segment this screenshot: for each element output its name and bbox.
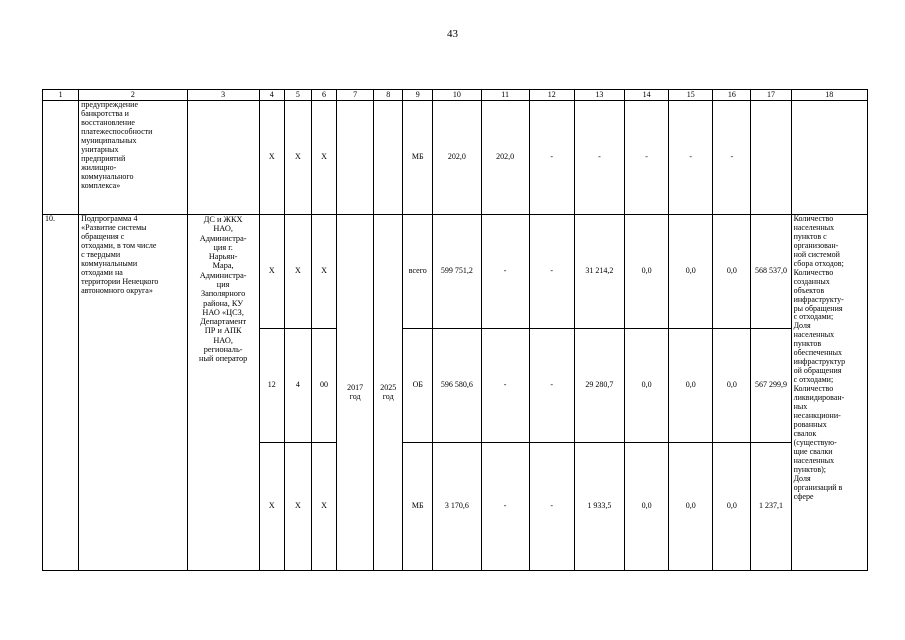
row-number-cell: 10.: [43, 215, 79, 571]
year-value-cell: -: [481, 443, 529, 571]
column-number-header-row: [43, 90, 868, 101]
year-value-cell: 1 933,5: [574, 443, 624, 571]
year-value-cell: -: [481, 215, 529, 329]
end-year-cell: [374, 101, 403, 215]
column-header: 12: [529, 90, 574, 101]
row-number-cell: [43, 101, 79, 215]
column-header: 2: [79, 90, 187, 101]
code-cell: 12: [259, 329, 284, 443]
column-header: 10: [433, 90, 481, 101]
column-header: 13: [574, 90, 624, 101]
year-value-cell: 0,0: [713, 215, 751, 329]
indicator-cell: [791, 101, 867, 215]
year-value-cell: -: [529, 215, 574, 329]
year-value-cell: 0,0: [669, 443, 713, 571]
year-value-cell: 567 299,9: [751, 329, 791, 443]
year-value-cell: 568 537,0: [751, 215, 791, 329]
year-value-cell: 0,0: [669, 329, 713, 443]
code-cell: Х: [284, 443, 311, 571]
executor-cell: [187, 101, 259, 215]
year-value-cell: 1 237,1: [751, 443, 791, 571]
year-value-cell: -: [481, 329, 529, 443]
start-year-cell: 2017 год: [337, 215, 374, 571]
year-value-cell: [751, 101, 791, 215]
column-header: 7: [337, 90, 374, 101]
year-value-cell: 0,0: [713, 329, 751, 443]
total-cell: 599 751,2: [433, 215, 481, 329]
year-value-cell: 31 214,2: [574, 215, 624, 329]
year-value-cell: -: [529, 101, 574, 215]
funding-source-cell: ОБ: [403, 329, 433, 443]
total-cell: 596 580,6: [433, 329, 481, 443]
year-value-cell: -: [574, 101, 624, 215]
code-cell: Х: [259, 101, 284, 215]
column-header: 16: [713, 90, 751, 101]
column-header: 18: [791, 90, 867, 101]
column-header: 5: [284, 90, 311, 101]
code-cell: Х: [259, 443, 284, 571]
code-cell: Х: [259, 215, 284, 329]
measure-name-cell: Подпрограмма 4 «Развитие системы обращения с отходами, в том числе с твердыми коммунальными отходами на территории Ненецкого автономного округа»: [79, 215, 187, 571]
code-cell: Х: [284, 215, 311, 329]
year-value-cell: -: [625, 101, 669, 215]
executor-cell: ДС и ЖКХ НАО, Администра- ция г. Нарьян- Мара, Администра- ция Заполярного района, КУ НАО «ЦСЗ, Департамент ПР и АПК НАО, региональ- ный оператор: [187, 215, 259, 571]
column-header: 1: [43, 90, 79, 101]
column-header: 9: [403, 90, 433, 101]
year-value-cell: 0,0: [625, 443, 669, 571]
column-header: 4: [259, 90, 284, 101]
funding-source-cell: МБ: [403, 443, 433, 571]
end-year-cell: 2025 год: [374, 215, 403, 571]
table-row: [43, 101, 868, 215]
code-cell: Х: [311, 101, 336, 215]
year-value-cell: 0,0: [713, 443, 751, 571]
code-cell: Х: [311, 215, 336, 329]
page-number: 43: [447, 28, 458, 40]
measure-name-cell: предупреждение банкротства и восстановление платежеспособности муниципальных унитарных предприятий жилищно- коммунального комплекса»: [79, 101, 187, 215]
column-header: 8: [374, 90, 403, 101]
code-cell: Х: [284, 101, 311, 215]
funding-source-cell: МБ: [403, 101, 433, 215]
column-header: 15: [669, 90, 713, 101]
start-year-cell: [337, 101, 374, 215]
column-header: 17: [751, 90, 791, 101]
total-cell: 202,0: [433, 101, 481, 215]
year-value-cell: -: [529, 443, 574, 571]
indicator-cell: Количество населенных пунктов с организован- ной системой сбора отходов; Количество созданных объектов инфраструкту- ры обращения с отходами; Доля населенных пунктов обеспеченных инфраструктур ой обращения с отходами; Количество ликвидирован- ных несанкциони- рованных свалок (существую- щие свалки населенных пунктов); Доля организаций в сфере: [791, 215, 867, 571]
column-header: 3: [187, 90, 259, 101]
year-value-cell: 0,0: [625, 329, 669, 443]
column-header: 6: [311, 90, 336, 101]
column-header: 11: [481, 90, 529, 101]
column-header: 14: [625, 90, 669, 101]
budget-table: [42, 89, 868, 571]
funding-source-cell: всего: [403, 215, 433, 329]
year-value-cell: 29 280,7: [574, 329, 624, 443]
year-value-cell: -: [529, 329, 574, 443]
year-value-cell: 0,0: [669, 215, 713, 329]
total-cell: 3 170,6: [433, 443, 481, 571]
table-row: [43, 215, 868, 329]
year-value-cell: -: [669, 101, 713, 215]
year-value-cell: 0,0: [625, 215, 669, 329]
year-value-cell: 202,0: [481, 101, 529, 215]
code-cell: 4: [284, 329, 311, 443]
code-cell: 00: [311, 329, 336, 443]
year-value-cell: -: [713, 101, 751, 215]
code-cell: Х: [311, 443, 336, 571]
